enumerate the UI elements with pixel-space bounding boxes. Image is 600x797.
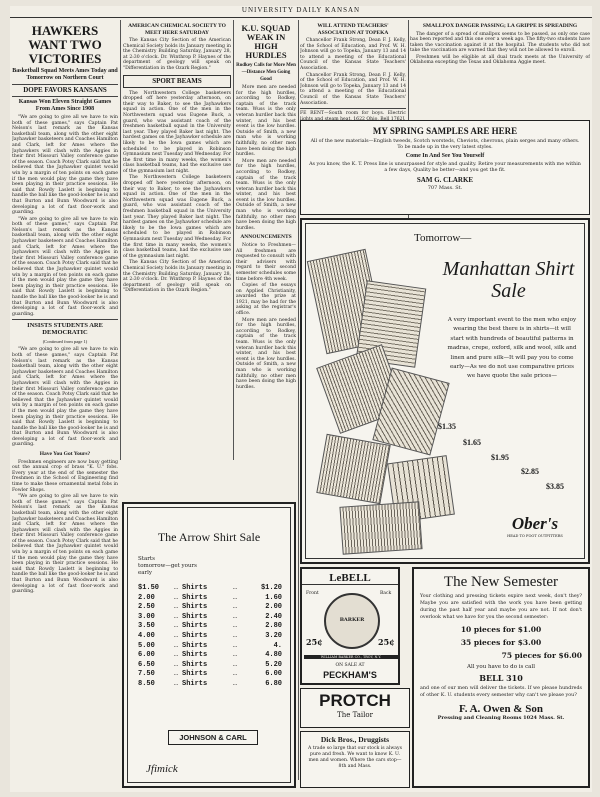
subhead-insists: INSISTS STUDENTS ARE DEMOCRATIC [27,322,103,336]
obers-logo: Ober's [511,514,559,533]
owen-name: F. A. Owen & Son [459,703,543,715]
arrow-title: The Arrow Shirt Sale [157,530,261,544]
arrow-price-row: 6.00 … Shirts … 4.80 [138,651,282,660]
arrow-price-row: 5.00 … Shirts … 4. [138,641,282,650]
arrow-price-row: 7.50 … Shirts … 6.00 [138,670,282,679]
arrow-tomorrow-text: tomorrow—get yours [138,563,197,569]
article-body: More men are needed for the high hurdles, according to Rodkey, captain of the track team. Wuss is the only veteran hurdler back this winter, and his best event is the low hurdles. Outside of Smith, a new man who is working faithfully, no other men have been doing the high hurdles. [236,85,296,158]
subhead-dope: DOPE FAVORS KANSANS [23,86,107,94]
offer-10: 10 pieces for $1.00 [460,625,542,634]
price-item: Shirts [182,670,208,679]
arrow-price-row: 8.50 … Shirts … 6.80 [138,679,282,688]
price-4: $2.85 [521,467,539,476]
price-from: $1.50 [138,584,160,592]
article-body: "We are going to give all we have to win both of these games," says Captain Pat Nelson's last remark as the Kansas basketball team, along with the other eight Jayhawker basketeers and Coaches Hamilton and Clark, left for Ames where the Jayhawkers will clash with the Aggies in their first Missouri Valley conference game of the season. Coach Potsy Clark said that he believed that the Jayhawker quintet would win by a margin of ten points on each game if the men would play the game they have been playing in their practice sessions. He said that Rowdy Laslett is beginning to handle the ball like the good-looker he is and that Burton and Bunn Woodward is also developing a lot of fast floor-work and guarding. [12,347,118,448]
offer-35: 35 pieces for $3.00 [460,638,542,647]
price-item: Shirts [182,631,208,640]
price-left: 25¢ [306,637,323,647]
price-to: 2.00 [265,603,282,612]
arrow-price-row: 3.50 … Shirts … 2.80 [138,622,282,631]
price-from: 2.00 [138,593,155,602]
headline-hawkers: HAWKERS WANT TWO VICTORIES [28,23,102,66]
article-body: Freshmen engineers are now busy getting out the annual crop of brass "K. U." fobs. Every year at the end of the semester the freshmen in the School of Engineering find time to make these ornamental metal fobs in Fowler Shops. [12,459,118,493]
price-item: Shirts [182,584,208,592]
arrow-price-row: 2.50 … Shirts … 2.00 [138,603,282,612]
price-from: 8.50 [138,679,155,688]
headline-ku-squad: K.U. SQUAD WEAK IN HIGH HURDLES [241,23,291,60]
arrow-price-row: 6.50 … Shirts … 5.20 [138,660,282,669]
manhattan-body: A very important event to the men who enjoy wearing the best there is in shirts—it will start with hundreds of beautiful patterns in madras, crepe, oxford, silk and wool, silk and linen and pure silk—It will pay you to come early—As we do not use comparative prices we have quote the sale prices— [447,317,577,380]
subhead-basketball: Basketball Squad Meets Ames Today and Tomorrow on Northern Court [12,68,118,81]
price-from: 2.50 [138,603,155,612]
arrow-early-text: early [138,570,153,576]
column-2 [123,20,231,460]
signature: Jfimick [146,763,178,775]
price-from: 3.00 [138,612,155,621]
price-to: 6.00 [265,670,282,679]
masthead: UNIVERSITY DAILY KANSAN [10,6,592,18]
headline-smallpox: SMALLPOX DANGER PASSING; LA GRIPPE IS SPREADING [422,23,578,29]
column-rule [298,20,299,780]
on-sale-at: ON SALE AT [335,663,365,668]
price-item: Shirts [182,622,208,631]
price-1: $1.35 [438,422,456,431]
spring-ad-cta: Come In And See You Yourself [405,153,485,159]
offer-75: 75 pieces for $6.00 [501,651,582,660]
divider [12,319,118,320]
spring-ad-body2: As you know, the K. T. Press line is unsurpassed for style and quality. Retire your measurements with me within a few days, Quality be better—and you get the fit. [309,162,581,173]
spring-ad-title: MY SPRING SAMPLES ARE HERE [372,126,518,136]
protch-name: PROTCH [319,691,391,710]
article-body-filler: "We are going to give all we have to win both of these games," says Captain Pat Nelson's last remark as the Kansas basketball team, along with the other eight Jayhawker basketeers and Coaches Hamilton and Clark, left for Ames where the Jayhawkers will clash with the Aggies in their first Missouri Valley conference game of the season. Coach Potsy Clark said that he believed that the Jayhawker quintet would win by a margin of ten points on each game if the men would play the game they have been playing in their practice sessions. He said that Rowdy Laslett is beginning to handle the ball like the good-looker he is and that Burton and Bunn Woodward is also developing a lot of fast floor-work and guarding. [12,216,118,317]
obers-tagline: HEAD TO FOOT OUTFITTERS [507,534,563,538]
divider [12,96,118,97]
front-label: Front [306,591,319,596]
owen-body: Your clothing and pressing tickets expire next week, don't they? Maybe you are satisfied with the work you have been getting during the past half year and maybe you are not. If not don't overlook what we have for you the second semester: [420,594,582,620]
lebell-title: LeBELL [302,572,398,585]
article-body-filler: Chancellor Frank Strong, Dean F. J. Kelly, of the School of Education, and Prof. W. H. Johnson will go to Topeka, January 13 and 14 to attend a meeting of the Educational Council of the Kansas State Teachers' Association. [300,72,406,106]
spring-ad-address: 707 Mass. St. [427,185,463,191]
price-to: 1.60 [265,593,282,602]
dick-bros-name: Dick Bros., Druggists [320,735,390,744]
dick-bros-body: A trade so large that our stock is always pure and fresh. We want to know K. U. men and women. Where the cars stop—8th and Mass. [308,746,402,769]
price-to: 4.80 [265,651,282,660]
spring-ad-name: SAM G. CLARKE [416,176,474,184]
price-from: 4.00 [138,631,155,640]
price-5: $3.85 [546,482,564,491]
column-rule [120,20,121,460]
price-item: Shirts [182,641,208,650]
headline-chemical: AMERICAN CHEMICAL SOCIETY TO MEET HERE SATURDAY [128,23,226,36]
price-from: 6.00 [138,651,155,660]
divider [300,108,406,109]
article-body: The Kansas City Section of the American Chemical Society holds its January meeting in the Chemistry Building Saturday, January 28, at 2:30 o'clock. Dr. Winthrop P. Haynes of the department of geology will speak on "Differentiation in the Ozark Region." [123,38,231,71]
column-1 [12,20,118,790]
owen-ad [412,567,590,788]
owen-closing: All you have to do is call [467,664,535,670]
arrow-price-list [138,584,286,690]
lebell-collar-ad [300,567,400,685]
manhattan-shirt-ad [300,218,590,564]
price-right: 25¢ [378,637,395,647]
article-body: The Northwestern College basketeers dropped off here yesterday afternoon, on their way to Baker, to see the Jayhawkers squad in action. One of the men in the Northwestern squad was Eugene Buck, a guard, who was assistant coach of the freshmen basketball squad in the University last year. They played Baker last night. The hardest games on the Jayhawker schedule are likely to be the Iowa games which are scheduled to be played in Robinson Gymnasium next Tuesday and Wednesday. For the first time in many weeks, the women's class basketball teams, had the exclusive use of the gymnasium last night. [123,90,231,174]
announcement-freshmen: Notice to Freshmen—All freshmen are requested to consult with their advisers with regard to their second semester schedules some time before 4th week. [236,242,296,282]
dick-bros-ad [300,731,410,788]
column-rule [233,20,234,460]
protch-ad [300,688,410,728]
article-body-filler: "We are going to give all we have to win both of these games," says Captain Pat Nelson's last remark as the Kansas basketball team, along with the other eight Jayhawker basketeers and Coaches Hamilton and Clark, left for Ames where the Jayhawkers will clash with the Aggies in their first Missouri Valley conference game of the season. Coach Potsy Clark said that he believed that the Jayhawker quintet would win by a margin of ten points on each game if the men would play the game they have been playing in their practice sessions. He said that Rowdy Laslett is beginning to handle the ball like the good-looker he is and that Burton and Bunn Woodward is also developing a lot of fast floor-work and guarding. [12,494,118,595]
column-3 [236,20,296,460]
classified-ad: FE RENT—South room for boys. Electric [300,111,406,117]
article-body-filler: More men are needed for the high hurdles, according to Rodkey, captain of the track team. Wuss is the only veteran hurdler back this winter, and his best event is the low hurdles. Outside of Smith, a new man who is working faithfully, no other men have been doing the high hurdles. [236,317,296,390]
article-body: Chancellor Frank Strong, Dean F. J. Kelly, of the School of Education, and Prof. W. H. Johnson will go to Topeka, January 13 and 14 to attend a meeting of the Educational Council of the Kansas State Teachers' Association. [300,38,406,71]
arrow-shirt-ad [122,502,296,788]
arrow-price-row: 2.00 … Shirts … 1.60 [138,593,282,602]
owen-phone: BELL 310 [479,673,523,683]
spring-ad-body: All of the new materials—English tweeds, Scotch worsteds, Cheviots, chevrons, plain serges and many others. To be made up in the very latest styles. [310,139,580,150]
divider [12,84,118,85]
owen-address: Pressing and Cleaning Rooms 1024 Mass. St. [437,715,565,721]
price-3: $1.95 [491,453,509,462]
article-body-filler: The Northwestern College basketeers dropped off here yesterday afternoon, on their way to Baker, to see the Jayhawkers squad in action. One of the men in the Northwestern squad was Eugene Buck, a guard, who was assistant coach of the freshmen basketball squad in the University last year. They played Baker last night. The hardest games on the Jayhawker schedule are likely to be the Iowa games which are scheduled to be played in Robinson Gymnasium next Tuesday and Wednesday. For the first time in many weeks, the women's class basketball teams, had the exclusive use of the gymnasium last night. [123,175,231,259]
continued-note: (Continued from page 1) [42,339,88,345]
johnson-carl-logo: JOHNSON & CARL [168,730,258,745]
column-5 [410,20,590,125]
maker: WILLIAM BARKER CO., TROY, N.Y. [304,655,398,659]
article-body-filler: The Kansas City Section of the American Chemical Society holds its January meeting in the Chemistry Building Saturday, January 28, at 2:30 o'clock. Dr. Winthrop P. Haynes of the department of geology will speak on "Differentiation in the Ozark Region." [123,260,231,294]
protch-tagline: The Tailor [337,711,373,719]
owen-title: The New Semester [443,574,559,590]
subhead-sport-beams: SPORT BEAMS [152,76,202,85]
article-body: "We are going to give all we have to win both of these games," says Captain Pat Nelson's last remark as the Kansas basketball team, along with the other eight Jayhawker basketeers and Coaches Hamilton and Clark, left for Ames where the Jayhawkers will clash with the Aggies in their first Missouri Valley conference game of the season. Coach Potsy Clark said that he believed that the Jayhawker quintet would win by a margin of ten points on each game if the men would play the game they have been playing in their practice sessions. He said that Rowdy Laslett is beginning to handle the ball like the good-looker he is and that Burton and Bunn Woodward is also developing a lot of fast floor-work and guarding. [12,115,118,216]
spring-samples-ad [300,120,590,215]
price-item: Shirts [182,651,208,660]
price-item: Shirts [182,593,208,602]
price-from: 6.50 [138,660,155,669]
price-item: Shirts [182,660,208,669]
price-from: 3.50 [138,622,155,631]
price-to: 3.20 [265,631,282,640]
collar-brand: BARKER [339,617,365,623]
price-item: Shirts [182,612,208,621]
peckhams: PECKHAM'S [323,670,377,680]
price-item: Shirts [182,603,208,612]
manhattan-title: Manhattan Shirt Sale [442,258,575,302]
headline-teachers: WILL ATTEND TEACHERS' ASSOCIATION AT TOPEKA [317,23,389,36]
price-to: 6.80 [265,679,282,688]
price-to: 2.40 [265,612,282,621]
arrow-starts [138,556,197,577]
price-to: 5.20 [265,660,282,669]
subhead-have-you: Have You Got Yours? [39,451,91,458]
announcement-essays: Copies of the essays on Applied Christianity, awarded the prize at 1921, may be had for the asking at the registrar's office. [236,283,296,317]
article-body-filler: More men are needed for the high hurdles, according to Rodkey, captain of the track team. Wuss is the only veteran hurdler back this winter, and his best event is the low hurdles. Outside of Smith, a new man who is working faithfully, no other men have been doing the high hurdles. [236,158,296,231]
owen-body2: and one of our men will deliver the tickets. If we please hundreds of other K. U. students every semester why can't we please you? [420,686,582,698]
sport-beams-box [123,75,231,88]
manhattan-intro: Tomorrow— [414,232,472,244]
article-body-filler: Freshmen will be eligible at all dual track meets at the University of Oklahoma excepting the Texas and Oklahoma Aggie meet. [410,54,590,66]
price-to: 2.80 [265,622,282,631]
arrow-price-row: 3.00 … Shirts … 2.40 [138,612,282,621]
price-item: Shirts [182,679,208,688]
arrow-price-row: $1.50 … Shirts … $1.20 [138,584,282,592]
back-label: Back [380,591,392,596]
arrow-starts-text: Starts [138,556,155,562]
collar-illustration [324,593,380,649]
subhead-kansas-won: Kansas Won Eleven Straight Games From Ames Since 1908 [18,99,112,112]
price-from: 7.50 [138,670,155,679]
price-to: 4. [273,641,282,650]
price-from: 5.00 [138,641,155,650]
article-body: The danger of a spread of smallpox seems to be passed, as only one case has been reported and this one over a week ago. The fifty-two students have taken the vaccination against it at the hospital. The students who did not take the vaccination are warned that they will not be allowed to enroll. [410,31,590,54]
subhead-rodkey: Rodkey Calls for More Men—Distance Men Going Good [236,63,296,82]
price-2: $1.65 [463,438,481,447]
arrow-price-row: 4.00 … Shirts … 3.20 [138,631,282,640]
subhead-announcements: ANNOUNCEMENTS [240,234,292,241]
price-to: $1.20 [260,584,282,592]
